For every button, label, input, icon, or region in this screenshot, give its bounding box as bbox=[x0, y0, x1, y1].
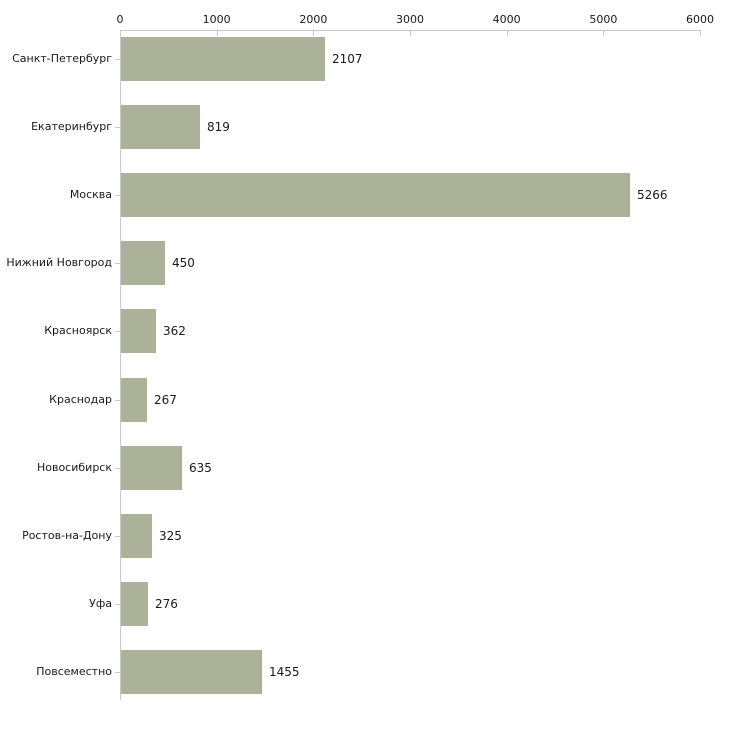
y-axis-tick-mark bbox=[115, 604, 120, 605]
x-axis-tick-label: 4000 bbox=[492, 13, 521, 26]
bar bbox=[121, 37, 325, 81]
value-label: 1455 bbox=[269, 665, 300, 679]
y-axis-tick-mark bbox=[115, 127, 120, 128]
value-label: 325 bbox=[159, 529, 182, 543]
value-label: 635 bbox=[189, 461, 212, 475]
y-axis-tick-mark bbox=[115, 672, 120, 673]
bar bbox=[121, 241, 165, 285]
x-axis-tick-label: 0 bbox=[116, 13, 124, 26]
x-axis-tick-label: 6000 bbox=[686, 13, 714, 26]
category-label: Новосибирск bbox=[36, 461, 112, 474]
value-label: 276 bbox=[155, 597, 178, 611]
bar bbox=[121, 173, 630, 217]
bar bbox=[121, 582, 148, 626]
y-axis-tick-mark bbox=[115, 468, 120, 469]
category-label: Красноярск bbox=[44, 324, 112, 337]
value-label: 362 bbox=[163, 324, 186, 338]
category-label: Нижний Новгород bbox=[6, 256, 112, 269]
value-label: 450 bbox=[172, 256, 195, 270]
y-axis-tick-mark bbox=[115, 331, 120, 332]
y-axis-tick-mark bbox=[115, 59, 120, 60]
category-label: Ростов-на-Дону bbox=[22, 529, 112, 542]
x-axis-tick-mark bbox=[507, 31, 508, 36]
x-axis-tick-label: 3000 bbox=[396, 13, 424, 26]
y-axis-tick-mark bbox=[115, 263, 120, 264]
x-axis-tick-label: 5000 bbox=[589, 13, 618, 26]
category-label: Москва bbox=[69, 188, 112, 201]
x-axis-tick-mark bbox=[313, 31, 314, 36]
bar bbox=[121, 105, 200, 149]
value-label: 5266 bbox=[637, 188, 668, 202]
x-axis-tick-mark bbox=[217, 31, 218, 36]
value-label: 819 bbox=[207, 120, 230, 134]
value-label: 267 bbox=[154, 393, 177, 407]
category-label: Санкт-Петербург bbox=[12, 52, 112, 65]
category-label: Уфа bbox=[89, 597, 112, 610]
bar bbox=[121, 378, 147, 422]
x-axis-tick-label: 1000 bbox=[202, 13, 231, 26]
y-axis-tick-mark bbox=[115, 400, 120, 401]
bar bbox=[121, 309, 156, 353]
category-label: Краснодар bbox=[49, 393, 112, 406]
category-label: Екатеринбург bbox=[31, 120, 112, 133]
x-axis-tick-label: 2000 bbox=[299, 13, 328, 26]
bar bbox=[121, 514, 152, 558]
x-axis-tick-mark bbox=[700, 31, 701, 36]
bar bbox=[121, 650, 262, 694]
x-axis-tick-mark bbox=[120, 31, 121, 36]
x-axis-tick-mark bbox=[410, 31, 411, 36]
bar bbox=[121, 446, 182, 490]
x-axis-tick-mark bbox=[603, 31, 604, 36]
y-axis-tick-mark bbox=[115, 195, 120, 196]
value-label: 2107 bbox=[332, 52, 363, 66]
y-axis-tick-mark bbox=[115, 536, 120, 537]
category-label: Повсеместно bbox=[36, 665, 112, 678]
